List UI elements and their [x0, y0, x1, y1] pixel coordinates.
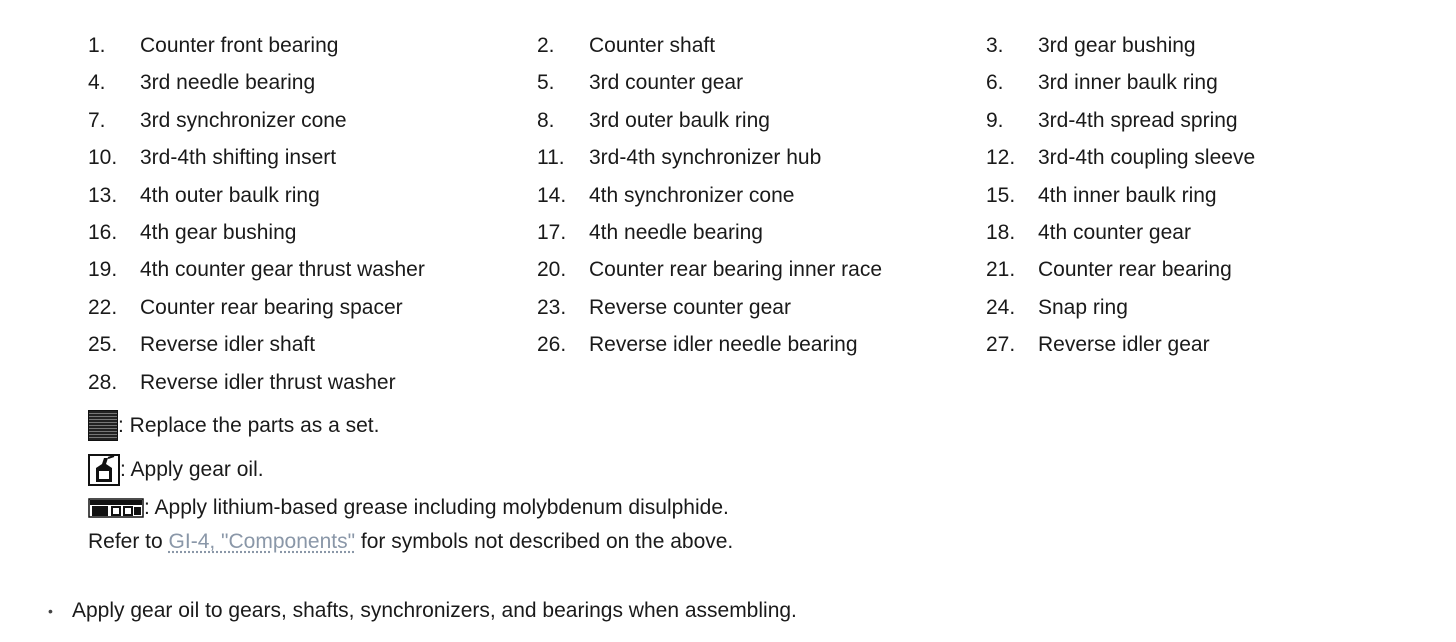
part-name: Reverse counter gear [589, 295, 791, 319]
part-number: 25. [88, 333, 118, 357]
part-item [537, 139, 986, 176]
part-name: Reverse idler shaft [140, 333, 316, 357]
parts-list [88, 27, 1406, 401]
part-item [986, 102, 1406, 139]
legend-row-oil [88, 454, 733, 486]
legend-set-text: : Replace the parts as a set. [118, 413, 380, 437]
part-name: 4th synchronizer cone [589, 183, 795, 207]
part-item [88, 251, 537, 288]
part-item [986, 251, 1406, 288]
part-item [537, 289, 986, 326]
part-item [88, 64, 537, 101]
symbol-legend [88, 410, 733, 554]
part-number: 10. [88, 146, 118, 170]
part-item [88, 177, 537, 214]
part-number: 4. [88, 71, 106, 95]
part-number: 7. [88, 108, 106, 132]
part-number: 16. [88, 220, 118, 244]
part-number: 11. [537, 146, 565, 170]
part-item [88, 289, 537, 326]
part-item [88, 139, 537, 176]
part-name: 3rd outer baulk ring [589, 108, 770, 132]
part-name: 4th outer baulk ring [140, 183, 320, 207]
part-name: 3rd gear bushing [1038, 34, 1196, 57]
part-item [537, 27, 986, 64]
part-item [88, 326, 537, 363]
part-number: 6. [986, 71, 1004, 95]
part-number: 18. [986, 220, 1016, 244]
legend-row-grease [88, 496, 733, 520]
part-name: Reverse idler thrust washer [140, 370, 396, 394]
part-item [88, 214, 537, 251]
part-number: 2. [537, 34, 555, 57]
part-name: Counter rear bearing [1038, 258, 1232, 282]
part-number: 1. [88, 34, 106, 57]
part-name: 3rd needle bearing [140, 71, 316, 95]
part-number: 21. [986, 258, 1016, 282]
part-item [88, 102, 537, 139]
part-name: 4th gear bushing [140, 220, 297, 244]
part-item [88, 364, 537, 401]
part-item [986, 27, 1406, 64]
part-number: 15. [986, 183, 1016, 207]
part-number: 8. [537, 108, 555, 132]
part-item [537, 214, 986, 251]
part-item [986, 64, 1406, 101]
part-name: Counter rear bearing inner race [589, 258, 882, 282]
part-number: 28. [88, 370, 118, 394]
part-item [537, 64, 986, 101]
part-number: 17. [537, 220, 567, 244]
part-number: 24. [986, 295, 1016, 319]
legend-oil-text: : Apply gear oil. [120, 458, 264, 481]
part-item [986, 214, 1406, 251]
legend-grease-text: : Apply lithium-based grease including molybdenum disulphide. [144, 496, 729, 519]
part-name: 4th inner baulk ring [1038, 183, 1217, 207]
part-number: 13. [88, 183, 118, 207]
part-number: 27. [986, 333, 1016, 357]
parts-set-icon [88, 410, 118, 441]
part-name: Snap ring [1038, 295, 1128, 319]
part-number: 26. [537, 333, 567, 357]
part-number: 23. [537, 295, 567, 319]
part-name: Counter rear bearing spacer [140, 295, 403, 319]
part-name: 3rd inner baulk ring [1038, 71, 1218, 95]
part-name: 4th counter gear thrust washer [140, 258, 425, 282]
part-name: 3rd-4th shifting insert [140, 146, 337, 170]
part-name: 3rd-4th spread spring [1038, 108, 1238, 132]
part-name: 3rd counter gear [589, 71, 744, 95]
part-item [537, 251, 986, 288]
reference-line [88, 530, 733, 554]
assembly-note [48, 599, 797, 623]
part-number: 14. [537, 183, 567, 207]
part-name: 4th counter gear [1038, 220, 1191, 244]
part-item [537, 177, 986, 214]
part-item [537, 326, 986, 363]
part-name: Reverse idler gear [1038, 333, 1210, 357]
part-number: 5. [537, 71, 555, 95]
bullet-icon: • [48, 603, 53, 619]
part-item [986, 326, 1406, 363]
part-number: 20. [537, 258, 567, 282]
part-item [986, 177, 1406, 214]
part-name: 3rd-4th coupling sleeve [1038, 146, 1256, 170]
part-item [88, 27, 537, 64]
part-number: 9. [986, 108, 1004, 132]
part-name: Counter front bearing [140, 34, 339, 57]
legend-row-set [88, 410, 733, 441]
part-number: 3. [986, 34, 1004, 57]
grease-gun-icon [88, 498, 144, 518]
part-number: 22. [88, 295, 118, 319]
part-name: Counter shaft [589, 34, 716, 57]
part-item [986, 139, 1406, 176]
reference-before: Refer to [88, 530, 169, 553]
part-name: 4th needle bearing [589, 220, 763, 244]
reference-after: for symbols not described on the above. [355, 530, 734, 553]
part-name: 3rd synchronizer cone [140, 108, 347, 132]
part-name: Reverse idler needle bearing [589, 333, 858, 357]
part-item [537, 102, 986, 139]
components-link[interactable]: GI-4, "Components" [168, 530, 356, 553]
oil-can-icon [88, 454, 120, 486]
part-number: 12. [986, 146, 1016, 170]
part-number: 19. [88, 258, 118, 282]
assembly-note-text: Apply gear oil to gears, shafts, synchronizers, and bearings when assembling. [72, 599, 797, 622]
part-item [986, 289, 1406, 326]
part-name: 3rd-4th synchronizer hub [589, 146, 822, 170]
